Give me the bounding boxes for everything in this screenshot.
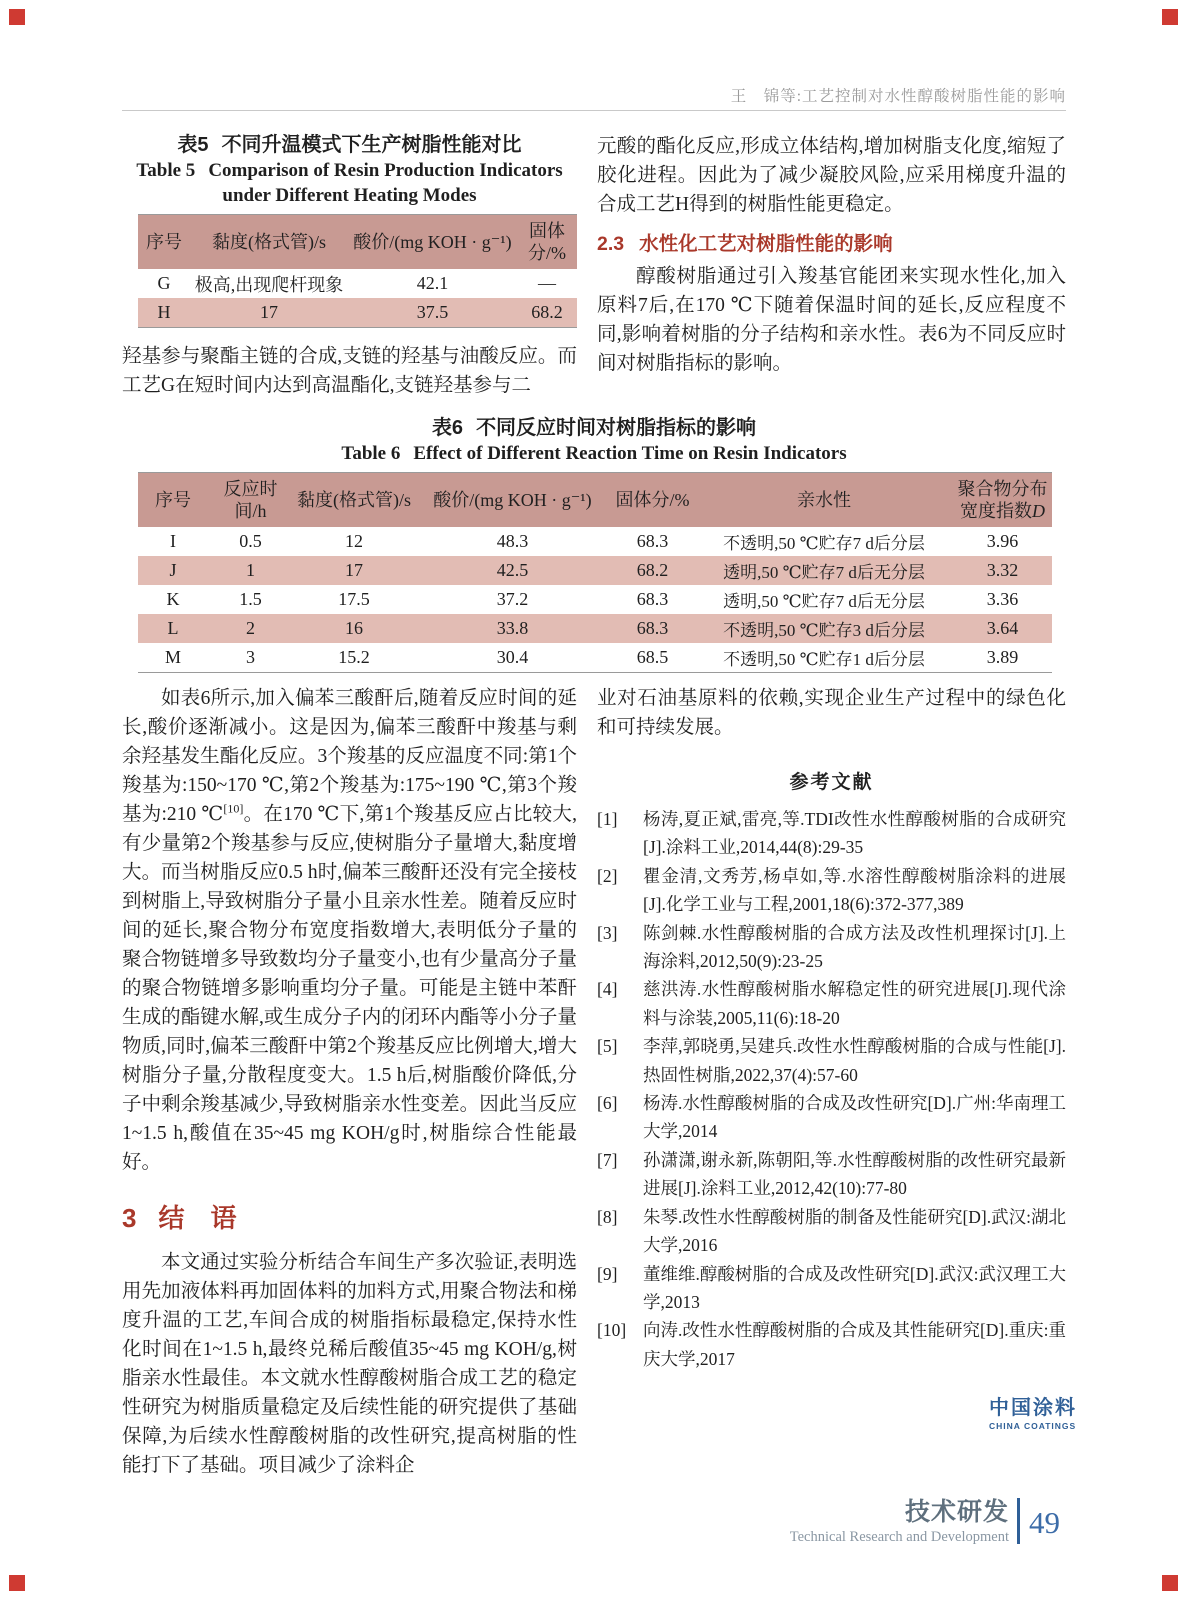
reference-item [597,805,1066,862]
reference-number: [7] [597,1149,618,1170]
table5-caption-en-text: Comparison of Resin Production Indicators [208,160,563,181]
table-cell: 33.8 [415,614,610,643]
top-section [122,132,1066,400]
header-rule [122,110,1066,111]
table5-caption-en-line1 [122,158,577,183]
table5-col-acid: 酸价/(mg KOH · g⁻¹) [348,215,517,270]
reference-number: [5] [597,1036,618,1057]
references-heading: 参考文献 [789,772,874,793]
reference-text: 陈剑棘.水性醇酸树脂的合成方法及改性机理探讨[J].上海涂料,2012,50(9):23-25 [643,922,1066,972]
right-column-top [597,132,1066,400]
table-cell: 3.89 [986,646,1019,667]
reference-number: [4] [597,979,618,1000]
table-cell: J [138,556,208,585]
heading-conclusion-number: 3 [122,1203,137,1233]
table-row [138,269,577,298]
reference-text: 杨涛.水性醇酸树脂的合成及改性研究[D].广州:华南理工大学,2014 [643,1093,1066,1142]
table-cell: 3.96 [986,531,1019,551]
corner-mark [1162,9,1178,25]
reference-number: [10] [597,1320,627,1341]
table6-caption-en-text: Effect of Different Reaction Time on Resin Indicators [413,443,847,464]
table-cell: L [138,614,208,643]
bottom-section [122,684,1066,1480]
footer-section-block [790,1498,1009,1546]
footer-section-cn: 技术研发 [904,1498,1009,1526]
reference-text: 杨涛,夏正斌,雷亮,等.TDI改性水性醇酸树脂的合成研究[J].涂料工业,2014,44(8):29-35 [643,809,1066,858]
table-cell: 68.3 [610,614,695,643]
analysis-paragraph [122,684,577,1177]
reference-number: [8] [597,1206,618,1227]
table5-caption-cn [122,132,577,158]
reference-text: 董维维.醇酸树脂的合成及改性研究[D].武汉:武汉理工大学,2013 [643,1263,1066,1312]
table-cell: 17 [190,298,348,327]
page-footer [790,1498,1060,1546]
table5-caption-en-line2: under Different Heating Modes [222,185,477,206]
footer-divider-bar [1017,1498,1020,1544]
table5-caption-cn-text: 不同升温模式下生产树脂性能对比 [221,134,522,156]
heading-conclusion-title: 结 语 [158,1203,237,1233]
table5-caption-cn-label: 表5 [177,134,209,156]
table6-caption-cn-label: 表6 [431,417,464,439]
references-list [597,805,1066,1373]
table-cell: 不透明,50 ℃贮存7 d后分层 [723,534,925,553]
table-cell: 68.5 [636,646,669,667]
reference-item [597,1316,1066,1373]
table-cell: 2 [208,614,293,643]
analysis-text-2: 。在170 ℃下,第1个羧基反应占比较大,有少量第2个羧基参与反应,使树脂分子量增大,黏度增大。而当树脂反应0.5 h时,偏苯三酸酐还没有完全接枝到树脂上,导致树脂分子量小且亲水性差。随着反应时间的延长,聚合物分布宽度指数增大,表明低分子量的聚合物链增多导致数均分子量变小,也有少量高分子量的聚合物链增多影响重均分子量。可能是主链中苯酐生成的酯键水解,或生成分子内的闭环内酯等小分子量物质,同时,偏苯三酸酐中第2个羧基反应比例增大,增大树脂分子量,分散程度变大。1.5 h后,树脂酸价降低,分子中剩余羧基减少,导致树脂亲水性变差。因此当反应1~1.5 h,酸值在35~45 mg KOH/g时,树脂综合性能最好。 [122,804,577,1173]
table6-col-id: 序号 [138,473,208,528]
table6-caption-en-label: Table 6 [341,443,401,464]
table-cell: H [138,298,190,327]
table-cell: 17 [293,556,415,585]
reference-item [597,1032,1066,1089]
paragraph-right-bottom: 业对石油基原料的依赖,实现企业生产过程中的绿色化和可持续发展。 [597,688,1066,738]
table6-header-row [138,473,1052,528]
table-cell: 3 [246,646,255,667]
reference-text: 慈洪涛.水性醇酸树脂水解稳定性的研究进展[J].现代涂料与涂装,2005,11(6):18-20 [643,979,1066,1028]
table-cell: 1.5 [239,589,262,609]
table6-col-hydrophilicity: 亲水性 [695,473,953,528]
table-cell: 16 [293,614,415,643]
table6-col-polydispersity: 聚合物分布宽度指数D [953,473,1052,528]
footer-section-en: Technical Research and Development [789,1529,1009,1545]
heading-2-3-title: 水性化工艺对树脂性能的影响 [639,233,893,255]
table5-caption-en-label: Table 5 [136,160,196,181]
table5-col-solids: 固体分/% [517,215,577,270]
logo-text-en: CHINA COATINGS [989,1421,1077,1431]
table5-col-viscosity: 黏度(格式管)/s [190,215,348,270]
table5-col-id: 序号 [138,215,190,270]
reference-item [597,1089,1066,1146]
reference-number: [9] [597,1263,618,1284]
table-cell: 3.36 [986,589,1019,609]
table-cell: 68.2 [517,298,577,327]
table6-col-solids: 固体分/% [610,473,695,528]
reference-item [597,919,1066,976]
table-cell: M [164,646,181,667]
paragraph-right-top-1: 元酸的酯化反应,形成立体结构,增加树脂支化度,缩短了胶化进程。因此为了减少凝胶风险,应采用梯度升温的合成工艺H得到的树脂性能更稳定。 [597,136,1066,215]
logo-text-cn: 中国涂料 [989,1397,1077,1419]
table-cell: 15.2 [338,646,370,667]
heading-2-3-number: 2.3 [597,233,625,255]
table-cell: 不透明,50 ℃贮存1 d后分层 [723,649,925,669]
table-cell: 37.2 [496,589,529,609]
table-cell: 30.4 [496,646,529,667]
table6-col-viscosity: 黏度(格式管)/s [293,473,415,528]
table-cell: 3.64 [953,614,1052,643]
table6-caption-en [122,441,1066,466]
reference-text: 向涛.改性水性醇酸树脂的合成及其性能研究[D].重庆:重庆大学,2017 [643,1320,1066,1369]
reference-text: 瞿金清,文秀芳,杨卓如,等.水溶性醇酸树脂涂料的进展[J].化学工业与工程,2001,18(6):372-377,389 [643,865,1066,915]
corner-mark [9,1575,25,1591]
table-cell: 1 [208,556,293,585]
table6-caption-cn [122,415,1066,441]
table-cell: — [538,273,556,293]
table6-caption-cn-text: 不同反应时间对树脂指标的影响 [476,417,757,439]
table5-header-row [138,215,577,270]
table-cell: 42.5 [415,556,610,585]
reference-item [597,1260,1066,1317]
reference-text: 孙潇潇,谢永新,陈朝阳,等.水性醇酸树脂的改性研究最新进展[J].涂料工业,2012,42(10):77-80 [643,1149,1066,1199]
page-number: 49 [1029,1505,1060,1540]
table-row [138,643,1052,672]
table-cell: 37.5 [348,298,517,327]
table6-col-acid: 酸价/(mg KOH · g⁻¹) [415,473,610,528]
running-title: 王 锦等:工艺控制对水性醇酸树脂性能的影响 [730,88,1066,105]
reference-number: [2] [597,865,618,886]
table6 [138,472,1052,673]
reference-text: 朱琴.改性水性醇酸树脂的制备及性能研究[D].武汉:湖北大学,2016 [643,1206,1066,1256]
corner-mark [1162,1575,1178,1591]
table-cell: 0.5 [239,531,262,551]
corner-mark [9,9,25,25]
table-row [138,298,577,327]
table-row [138,556,1052,585]
table-cell: I [170,531,176,551]
table-cell: 12 [345,531,363,551]
table-cell: 48.3 [496,531,529,551]
china-coatings-logo [989,1397,1077,1431]
table-cell: K [166,589,180,609]
table6-section [122,415,1066,673]
reference-number: [6] [597,1093,618,1114]
table-cell: 68.3 [636,531,669,551]
table-cell: 17.5 [338,589,370,609]
table-cell: 透明,50 ℃贮存7 d后无分层 [695,556,953,585]
table-row [138,614,1052,643]
table-row [138,527,1052,556]
table-cell: 透明,50 ℃贮存7 d后无分层 [723,592,925,611]
citation-superscript: [10] [223,801,244,816]
table6-col-time: 反应时间/h [208,473,293,528]
table-row [138,585,1052,614]
table-cell: 极高,出现爬杆现象 [194,274,344,295]
reference-number: [1] [597,809,618,829]
table-cell: G [157,273,171,293]
right-column-bottom [597,684,1066,1480]
left-column-top [122,132,577,400]
table-cell: 68.3 [636,589,669,609]
table-cell: 42.1 [416,273,449,293]
paragraph-right-top-2: 醇酸树脂通过引入羧基官能团来实现水性化,加入原料7后,在170 ℃下随着保温时间的延长,反应程度不同,影响着树脂的分子结构和亲水性。表6为不同反应时间对树脂指标的影响。 [597,266,1066,374]
conclusion-paragraph: 本文通过实验分析结合车间生产多次验证,表明选用先加液体料再加固体料的加料方式,用聚合物法和梯度升温的工艺,车间合成的树脂指标最稳定,保持水性化时间在1~1.5 h,最终兑稀后酸值35~45 mg KOH/g,树脂亲水性最佳。本文就水性醇酸树脂合成工艺的稳定性研究为树脂质量稳定及后续性能的研究提供了基础保障,为后续水性醇酸树脂的改性研究,提高树脂的性能打下了基础。项目减少了涂料企 [122,1252,577,1476]
left-column-bottom [122,684,577,1480]
table-cell: 不透明,50 ℃贮存3 d后分层 [695,614,953,643]
reference-item [597,1203,1066,1260]
table-cell: 3.32 [953,556,1052,585]
paragraph-left-top: 羟基参与聚酯主链的合成,支链的羟基与油酸反应。而工艺G在短时间内达到高温酯化,支链羟基参与二 [122,345,577,396]
table5 [138,214,577,328]
reference-item [597,862,1066,919]
reference-number: [3] [597,922,618,943]
polydispersity-symbol: D [1032,501,1045,521]
analysis-text-1: 如表6所示,加入偏苯三酸酐后,随着反应时间的延长,酸价逐渐减小。这是因为,偏苯三酸酐中羧基与剩余羟基发生酯化反应。3个羧基的反应温度不同:第1个羧基为:150~170 ℃,第2个羧基为:175~190 ℃,第3个羧基为:210 ℃ [122,688,577,825]
table-cell: 68.2 [610,556,695,585]
reference-item [597,1146,1066,1203]
heading-conclusion [122,1198,577,1235]
heading-2-3 [597,228,1066,256]
reference-item [597,975,1066,1032]
reference-text: 李萍,郭晓勇,吴建兵.改性水性醇酸树脂的合成与性能[J].热固性树脂,2022,37(4):57-60 [643,1036,1066,1085]
